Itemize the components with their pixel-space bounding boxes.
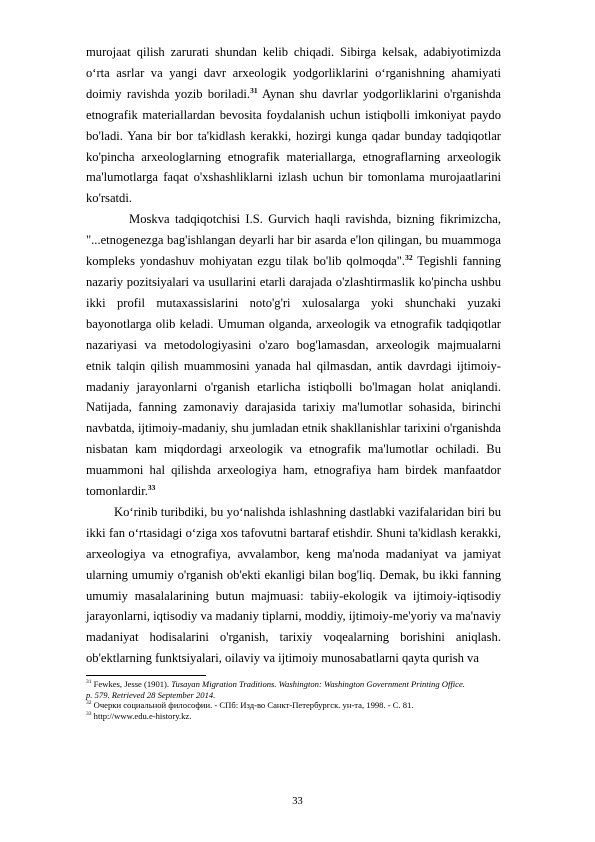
main-text	[86, 42, 501, 669]
footnote-ref-32[interactable]: 32	[405, 252, 413, 262]
footnote-num-33: 33	[86, 711, 92, 718]
footnote-31-author: Fewkes, Jesse (1901).	[91, 679, 172, 690]
page-body	[86, 42, 501, 722]
paragraph-2-tail: Tegishli fanning nazariy pozitsiyalari va usullarini etarli darajada o'zlashtirmaslik ko'pincha ushbu ikki profil mutaxassislarini noto'g'ri xulosalarga yoki shunchaki yuzaki bayonotlarga olib keladi. Umuman olganda, arxeologik va etnografik tadqiqotlar nazariyasi va metodologiyasini o'zaro bog'lamasdan, arxeologik majmualarni etnik talqin qilish muammosini yanada hal qilmasdan, antik davrdagi ijtimoiy-madaniy jarayonlarni o'rganish etarlicha istiqbolli bo'lmagan holat aniqlandi. Natijada, fanning zamonaviy darajasida tarixiy ma'lumotlar sohasida, birinchi navbatda, ijtimoiy-madaniy, shu jumladan etnik shakllanishlar tarixini o'rganishda nisbatan kam miqdordagi arxeologik va etnografik ma'lumotlar ochiladi. Bu muammoni hal qilishda arxeologiya ham, etnografiya ham birdek manfaatdor tomonlardir.	[86, 254, 501, 499]
footnote-num-31: 31	[86, 679, 92, 686]
page-number: 33	[292, 796, 303, 807]
paragraph-3	[86, 502, 501, 669]
footnote-32	[86, 700, 501, 711]
paragraph-1	[86, 42, 501, 209]
footnote-ref-33[interactable]: 33	[147, 482, 156, 492]
footnote-33	[86, 711, 501, 722]
paragraph-1-text: murojaat qilish zarurati shundan kelib chiqadi. Sibirga kelsak, adabiyotimizda o‘rta asrlar va yangi davr arxeologik yodgorliklarini o‘rganishning ahamiyati doimiy ravishda yozib boriladi.	[86, 45, 501, 101]
footnote-32-text: Очерки социальной философии. - СПб: Изд-во Санкт-Петербургск. ун-та, 1998. - С. 81.	[91, 700, 414, 711]
footnote-31-rest: p. 579. Retrieved 28 September 2014.	[86, 689, 216, 700]
footnote-31	[86, 679, 501, 700]
paragraph-1-tail: Aynan shu davrlar yodgorliklarini o'rganishda etnografik materiallardan bevosita foydalanish uchun istiqbolli imkoniyat paydo bo'ladi. Yana bir bor ta'kidlash kerakki, hozirgi kunga qadar bunday tadqiqotlar ko'pincha arxeologlarning etnografik materiallarga, etnograflarning arxeologik ma'lumotlarga faqat o'xshashliklarni izlash uchun bir tomonlama murojaatlarini ko'rsatdi.	[86, 86, 501, 206]
footnote-num-32: 32	[86, 700, 92, 707]
footnote-31-title: Tusayan Migration Traditions. Washington: Washington Government Printing Office.	[171, 679, 465, 690]
footnotes	[86, 679, 501, 721]
footnote-ref-31[interactable]: 31	[250, 85, 258, 95]
paragraph-2-text: Moskva tadqiqotchisi I.S. Gurvich haqli ravishda, bizning fikrimizcha, "...etnogenezga bag'ishlangan deyarli har bir asarda e'lon qilingan, bu muammoga kompleks yondashuv mohiyatan ezgu tilak bo'lib qolmoqda".	[86, 212, 501, 269]
paragraph-2	[86, 209, 501, 502]
footnote-33-link[interactable]: http://www.edu.e-history.kz.	[91, 710, 192, 721]
footnote-divider	[86, 675, 206, 676]
paragraph-3-text: Ko‘rinib turibdiki, bu yo‘nalishda ishlashning dastlabki vazifalaridan biri bu ikki fan o‘rtasidagi o‘ziga xos tafovutni bartaraf etishdir. Shuni ta'kidlash kerakki, arxeologiya va etnografiya, avvalambor, keng ma'noda madaniyat va jamiyat ularning umumiy o'rganish ob'ekti ekanligi bilan bog'liq. Demak, bu ikki fanning umumiy masalalarining butun majmuasi: tabiiy-ekologik va ijtimoiy-iqtisodiy jarayonlarni, iqtisodiy va madaniy tiplarni, moddiy, ijtimoiy-me'yoriy va ma'naviy madaniyat hodisalarini o'rganish, tarixiy voqealarning borishini aniqlash. ob'ektlarning funktsiyalari, oilaviy va ijtimoiy munosabatlarni qayta qurish va	[86, 504, 501, 666]
